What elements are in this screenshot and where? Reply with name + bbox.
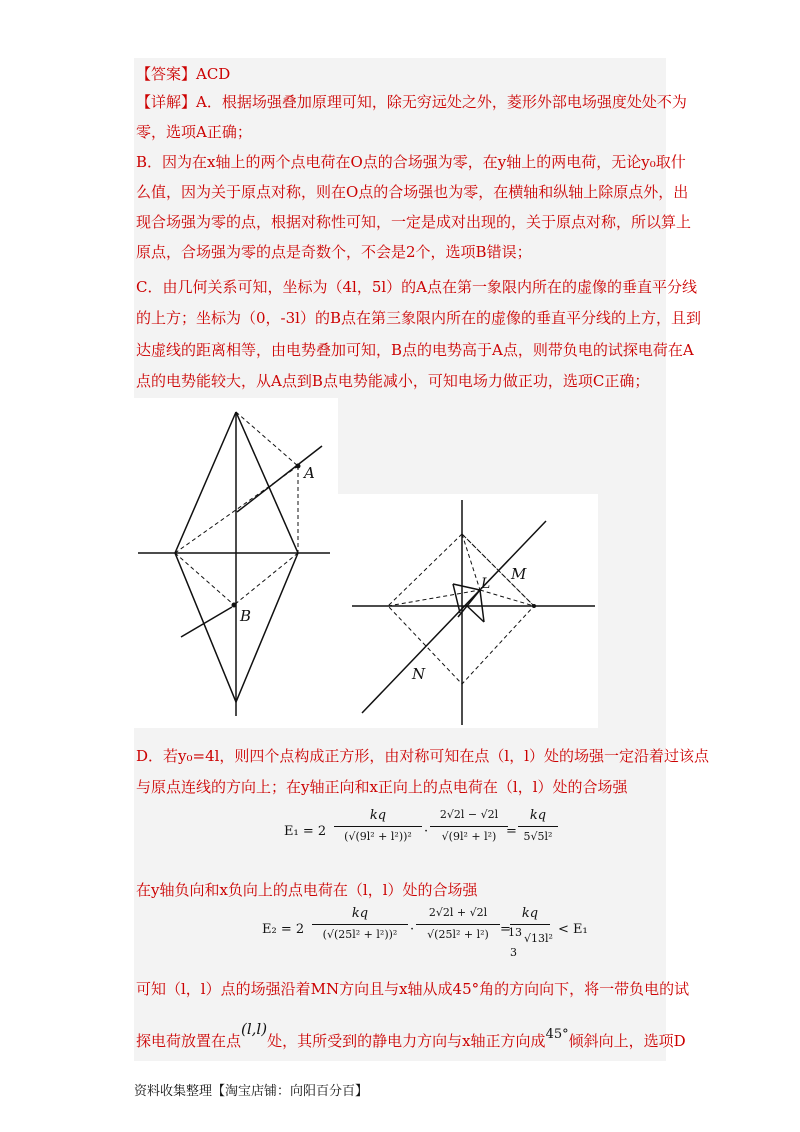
f1-den1: (√(9l² + l²))² (344, 830, 412, 843)
fig2-label-l: L (481, 576, 491, 592)
d5-part-b: 处，其所受到的静电力方向与x轴正方向成 (267, 1032, 546, 1050)
detail-line-d3: 在y轴负向和x负向上的点电荷在（l，l）处的合场强 (136, 881, 478, 899)
f2-num3: kq (521, 906, 539, 921)
detail-line-d5 (136, 1020, 686, 1053)
figure-2-bg (338, 494, 598, 728)
formula-e2 (262, 906, 588, 966)
detail-line-7: C．由几何关系可知，坐标为（4l，5l）的A点在第一象限内所在的虚像的垂直平分线 (136, 278, 697, 296)
f1-den2: √(9l² + l²) (441, 830, 497, 843)
f1-dot: · (424, 824, 429, 839)
d5-point: (l,l) (241, 1020, 268, 1038)
f1-eq: = (506, 824, 517, 839)
detail-line-d2: 与原点连线的方向上；在y轴正向和x正向上的点电荷在（l，l）处的合场强 (136, 778, 628, 796)
f1-den3: 5√5l² (523, 830, 553, 843)
f2-num2: 2√2l + √2l (428, 906, 488, 919)
fig1-label-a: A (304, 464, 315, 482)
fig1-label-b: B (240, 607, 252, 625)
fig2-label-n: N (412, 665, 426, 683)
detail-line-d1: D．若y₀=4l，则四个点构成正方形，由对称可知在点（l，l）处的场强一定沿着过该点 (136, 747, 710, 765)
f2-eq: = (500, 922, 511, 937)
answer-label: 【答案】ACD (136, 65, 231, 83)
f2-den3b: 3 (510, 946, 517, 959)
f2-tail: < E₁ (558, 922, 588, 937)
fig1-point-a (296, 464, 301, 469)
f2-bar1 (312, 924, 408, 925)
f2-lhs: E₂ = 2 (262, 922, 305, 937)
f1-bar1 (334, 826, 422, 827)
f2-den2: √(25l² + l²) (427, 928, 489, 941)
detail-line-9: 达虚线的距离相等，由电势叠加可知，B点的电势高于A点，则带负电的试探电荷在A (136, 341, 694, 359)
f1-bar2 (430, 826, 508, 827)
f2-den3a: 13 (508, 926, 522, 939)
fig1-point-b (232, 603, 237, 608)
f2-den3c: √13l² (524, 932, 553, 945)
detail-line-10: 点的电势能较大，从A点到B点电势能减小，可知电场力做正功，选项C正确； (136, 372, 650, 390)
detail-line-1: 【详解】A．根据场强叠加原理可知，除无穷远处之外，菱形外部电场强度处处不为 (136, 93, 687, 111)
fig2-point-right (532, 604, 536, 608)
f2-den1: (√(25l² + l²))² (322, 928, 398, 941)
f2-num1: kq (351, 906, 369, 921)
detail-line-3: B．因为在x轴上的两个点电荷在O点的合场强为零，在y轴上的两电荷，无论y₀取什 (136, 153, 686, 171)
d5-part-c: 倾斜向上，选项D (568, 1032, 686, 1050)
f2-dot: · (410, 922, 415, 937)
f2-bar3 (510, 924, 550, 925)
f1-lhs: E₁ = 2 (284, 824, 327, 839)
formula-e1 (284, 808, 553, 862)
f1-num1: kq (369, 808, 387, 823)
detail-line-5: 现合场强为零的点，根据对称性可知，一定是成对出现的，关于原点对称，所以算上 (136, 213, 692, 231)
fig2-label-m: M (511, 565, 527, 583)
detail-line-2: 零，选项A正确； (136, 123, 252, 141)
detail-line-4: 么值，因为关于原点对称，则在O点的合场强也为零，在横轴和纵轴上除原点外，出 (136, 183, 689, 201)
detail-line-6: 原点，合场强为零的点是奇数个，不会是2个，选项B错误； (136, 243, 532, 261)
f1-num3: kq (529, 808, 547, 823)
d5-angle: 45° (545, 1027, 569, 1042)
detail-line-d4: 可知（l，l）点的场强沿着MN方向且与x轴从成45°角的方向向下，将一带负电的试 (136, 980, 690, 998)
f1-bar3 (518, 826, 558, 827)
d5-part-a: 探电荷放置在点 (136, 1032, 242, 1050)
f1-num2: 2√2l − √2l (439, 808, 499, 821)
footer-text: 资料收集整理【淘宝店铺：向阳百分百】 (134, 1084, 369, 1099)
detail-line-8: 的上方；坐标为（0，-3l）的B点在第三象限内所在的虚像的垂直平分线的上方，且到 (136, 309, 701, 327)
f2-bar2 (416, 924, 500, 925)
